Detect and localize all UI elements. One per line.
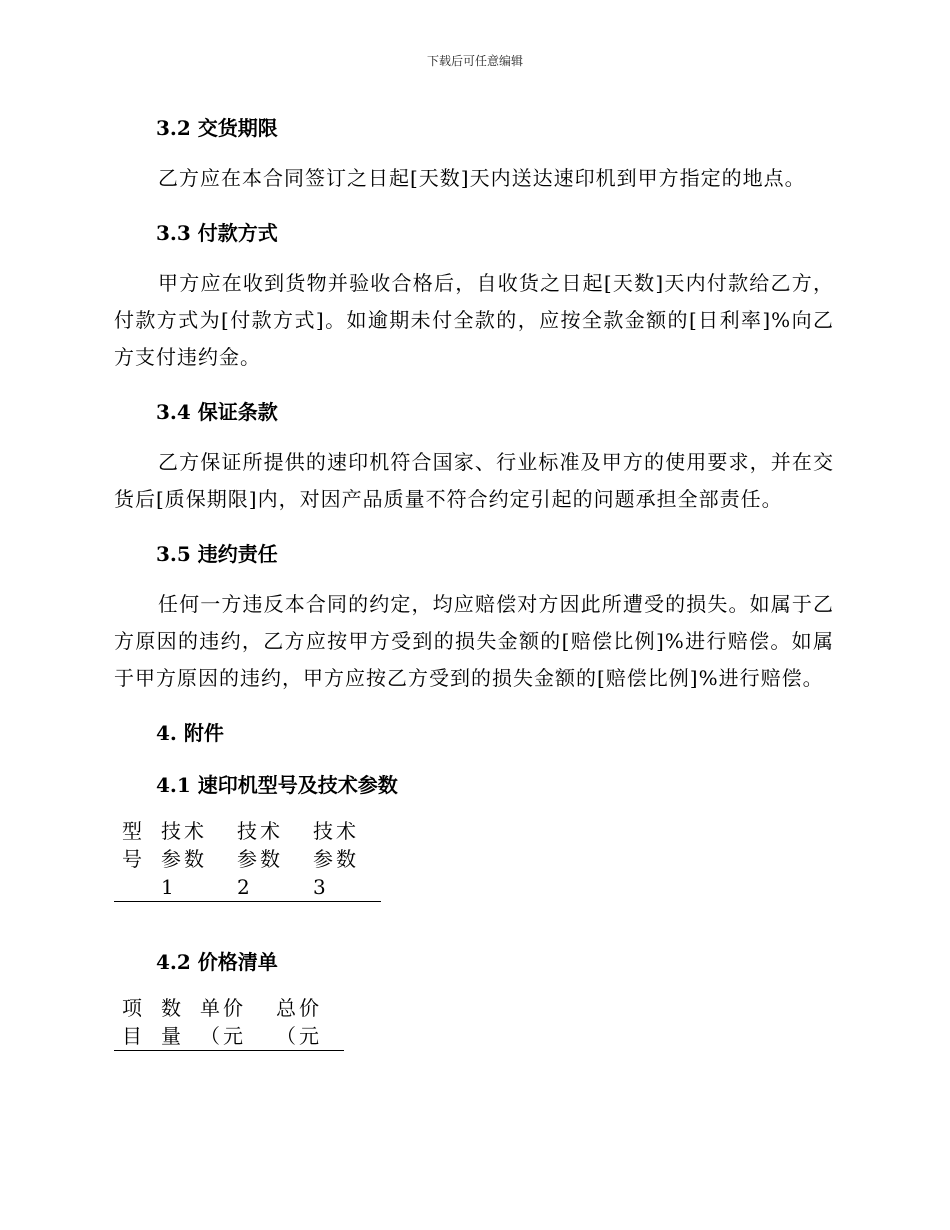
table-cell: 参数1 [153,845,229,902]
table-cell: 总价 [276,996,322,1020]
section-heading-3-3: 3.3 付款方式 [156,221,278,245]
table-cell: （元 [192,1022,268,1051]
section-heading-4-2: 4.2 价格清单 [156,950,278,974]
document-body [114,108,834,1091]
table-cell: 参数3 [305,845,381,902]
table-cell: 参数2 [229,845,305,902]
section-heading-4: 4. 附件 [156,721,224,745]
table-cell: 单价 [200,996,246,1020]
spec-table-block [114,817,834,902]
table-row [114,994,344,1022]
page-header: 下载后可任意编辑 [426,54,523,68]
price-table-block [114,994,834,1051]
price-table [114,994,344,1051]
table-cell: 数 [161,996,184,1020]
table-row [114,817,381,845]
paragraph-payment: 甲方应在收到货物并验收合格后，自收货之日起[天数]天内付款给乙方，付款方式为[付款方式]。如逾期未付全款的，应按全款金额的[日利率]%向乙方支付违约金。 [114,271,834,369]
spec-table [114,817,381,902]
table-cell: 型 [122,819,145,843]
table-cell: 量 [153,1022,192,1051]
table-cell: （元 [268,1022,344,1051]
section-heading-4-1: 4.1 速印机型号及技术参数 [156,773,398,797]
table-cell: 目 [114,1022,153,1051]
paragraph-warranty: 乙方保证所提供的速印机符合国家、行业标准及甲方的使用要求，并在交货后[质保期限]内，对因产品质量不符合约定引起的问题承担全部责任。 [114,450,834,511]
paragraph-liability: 任何一方违反本合同的约定，均应赔偿对方因此所遭受的损失。如属于乙方原因的违约，乙方应按甲方受到的损失金额的[赔偿比例]%进行赔偿。如属于甲方原因的违约，甲方应按乙方受到的损失金额的[赔偿比例]%进行赔偿。 [114,592,834,690]
table-cell: 技术 [313,819,359,843]
table-cell: 技术 [237,819,283,843]
table-cell: 技术 [161,819,207,843]
section-heading-3-4: 3.4 保证条款 [156,400,278,424]
table-cell: 项 [122,996,145,1020]
section-heading-3-5: 3.5 违约责任 [156,542,278,566]
paragraph-delivery: 乙方应在本合同签订之日起[天数]天内送达速印机到甲方指定的地点。 [158,166,806,190]
table-row [114,1022,344,1051]
section-heading-3-2: 3.2 交货期限 [156,116,278,140]
table-cell: 号 [114,845,153,902]
table-row [114,845,381,902]
